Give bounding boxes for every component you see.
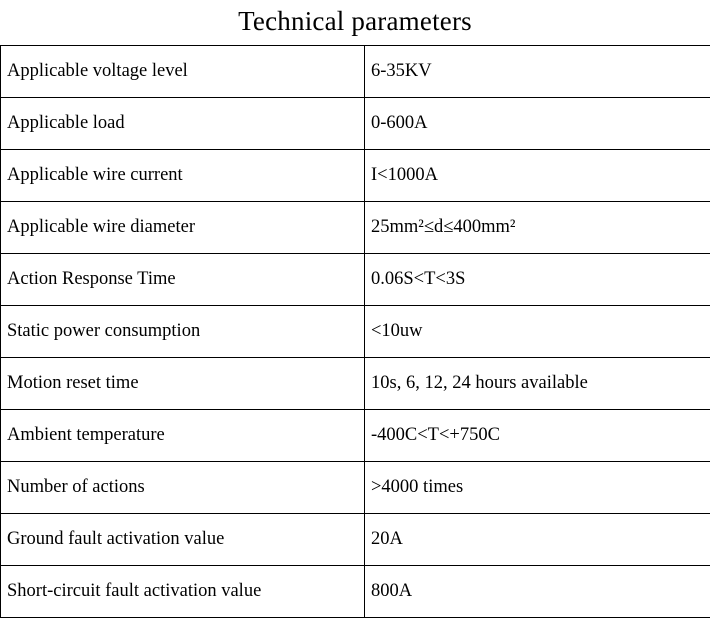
table-row	[1, 514, 710, 566]
parameter-name-cell: Applicable wire current	[1, 150, 365, 202]
parameter-name-cell: Ground fault activation value	[1, 514, 365, 566]
parameter-name-cell: Applicable load	[1, 98, 365, 150]
table-body	[1, 46, 710, 618]
parameter-name-cell: Static power consumption	[1, 306, 365, 358]
parameter-value-cell: >4000 times	[365, 462, 710, 514]
parameter-value-cell: 25mm²≤d≤400mm²	[365, 202, 710, 254]
table-row	[1, 150, 710, 202]
parameter-value-cell: 0.06S<T<3S	[365, 254, 710, 306]
parameter-name-cell: Motion reset time	[1, 358, 365, 410]
page-title: Technical parameters	[0, 0, 710, 45]
parameter-value-cell: I<1000A	[365, 150, 710, 202]
parameter-name-cell: Ambient temperature	[1, 410, 365, 462]
parameter-name-cell: Applicable wire diameter	[1, 202, 365, 254]
parameter-value-cell: 6-35KV	[365, 46, 710, 98]
table-row	[1, 306, 710, 358]
parameter-name-cell: Short-circuit fault activation value	[1, 566, 365, 618]
table-row	[1, 358, 710, 410]
technical-parameters-table	[0, 45, 710, 618]
parameter-name-cell: Number of actions	[1, 462, 365, 514]
parameter-value-cell: 20A	[365, 514, 710, 566]
table-row	[1, 410, 710, 462]
parameter-value-cell: 10s, 6, 12, 24 hours available	[365, 358, 710, 410]
parameter-name-cell: Applicable voltage level	[1, 46, 365, 98]
table-row	[1, 46, 710, 98]
parameter-name-cell: Action Response Time	[1, 254, 365, 306]
table-row	[1, 462, 710, 514]
parameter-value-cell: <10uw	[365, 306, 710, 358]
parameter-value-cell: 0-600A	[365, 98, 710, 150]
table-row	[1, 98, 710, 150]
parameter-value-cell: 800A	[365, 566, 710, 618]
parameter-value-cell: -400C<T<+750C	[365, 410, 710, 462]
table-row	[1, 566, 710, 618]
table-row	[1, 202, 710, 254]
table-row	[1, 254, 710, 306]
